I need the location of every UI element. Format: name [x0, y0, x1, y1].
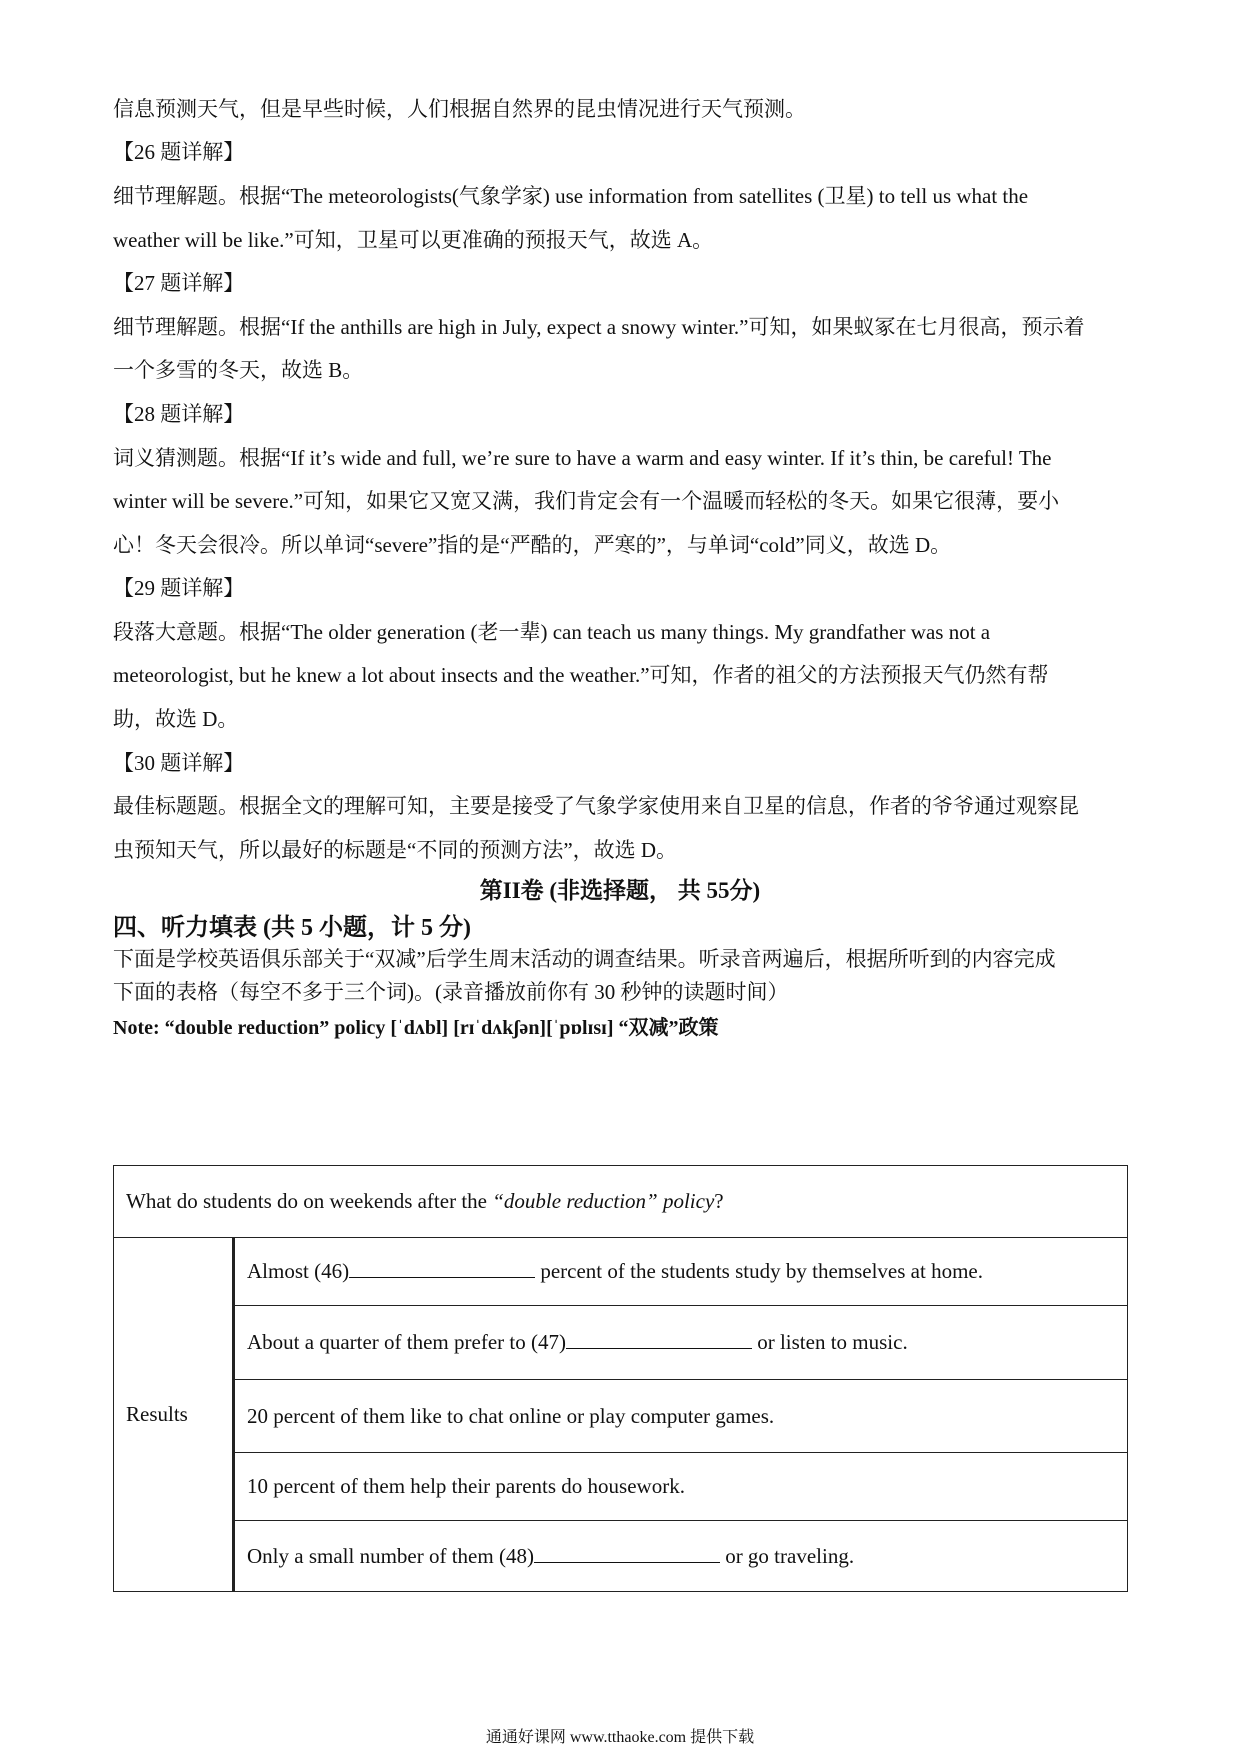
table-question-cell: [114, 1166, 1128, 1238]
table-row: [114, 1306, 1128, 1380]
result-cell: [234, 1453, 1128, 1521]
question-28-heading: 【28 题详解】: [113, 402, 245, 426]
question-29-heading: 【29 题详解】: [113, 576, 245, 600]
result-text: or listen to music.: [751, 1330, 908, 1354]
result-text: Almost (46): [247, 1259, 350, 1283]
table-row: [114, 1453, 1128, 1521]
table-row: [114, 1521, 1128, 1592]
paragraph-line: 最佳标题题。根据全文的理解可知，主要是接受了气象学家使用来自卫星的信息，作者的爷爷通过观察昆: [113, 794, 1079, 818]
answer-blank-47[interactable]: [566, 1330, 752, 1349]
question-26-heading: 【26 题详解】: [113, 140, 245, 164]
result-cell: [234, 1306, 1128, 1380]
question-suffix: ?: [714, 1189, 724, 1213]
result-cell: [234, 1380, 1128, 1453]
table-row: [114, 1238, 1128, 1306]
note-line: Note: “double reduction” policy [ˈdʌbl] [rɪˈdʌkʃən][ˈpɒlɪsɪ] “双减”政策: [113, 1017, 719, 1039]
result-text: 20 percent of them like to chat online or play computer games.: [247, 1403, 775, 1428]
table-question-row: [114, 1166, 1128, 1238]
results-label: Results: [114, 1238, 234, 1592]
instruction-line: 下面是学校英语俱乐部关于“双减”后学生周末活动的调查结果。听录音两遍后，根据所听到的内容完成: [113, 947, 1056, 971]
paragraph-line: 细节理解题。根据“The meteorologists(气象学家) use information from satellites (卫星) to tell us what the: [113, 184, 1029, 208]
footer-source: 通通好课网 www.tthaoke.com 提供下载: [485, 1729, 755, 1746]
result-text: or go traveling.: [719, 1543, 855, 1568]
result-text: Only a small number of them (48): [247, 1543, 534, 1568]
question-italic: “double reduction” policy: [492, 1189, 715, 1213]
paragraph-line: 段落大意题。根据“The older generation (老一辈) can teach us many things. My grandfather was not a: [113, 620, 991, 644]
paragraph-line: 一个多雪的冬天，故选 B。: [113, 358, 364, 382]
result-text: percent of the students study by themselves at home.: [535, 1259, 983, 1283]
paragraph-line: winter will be severe.”可知，如果它又宽又满，我们肯定会有一个温暖而轻松的冬天。如果它很薄，要小: [113, 489, 1060, 513]
paragraph-line: 信息预测天气，但是早些时候，人们根据自然界的昆虫情况进行天气预测。: [113, 97, 806, 121]
result-cell: [234, 1238, 1128, 1306]
result-cell: [234, 1521, 1128, 1592]
result-text: 10 percent of them help their parents do housework.: [247, 1474, 685, 1498]
question-27-heading: 【27 题详解】: [113, 271, 245, 295]
paragraph-line: 心！冬天会很冷。所以单词“severe”指的是“严酷的，严寒的”，与单词“cold”同义，故选 D。: [113, 533, 952, 557]
paragraph-line: meteorologist, but he knew a lot about insects and the weather.”可知，作者的祖父的方法预报天气仍然有帮: [113, 663, 1049, 687]
answer-blank-46[interactable]: [349, 1259, 535, 1278]
paragraph-line: weather will be like.”可知，卫星可以更准确的预报天气，故选 A。: [113, 228, 714, 252]
question-prefix: What do students do on weekends after the: [126, 1189, 493, 1213]
answer-blank-48[interactable]: [534, 1544, 720, 1563]
paragraph-line: 细节理解题。根据“If the anthills are high in July, expect a snowy winter.”可知，如果蚁冢在七月很高，预示着: [113, 315, 1085, 339]
paragraph-line: 词义猜测题。根据“If it’s wide and full, we’re sure to have a warm and easy winter. If it’s thin, be careful! The: [113, 446, 1052, 470]
question-30-heading: 【30 题详解】: [113, 751, 245, 775]
result-text: About a quarter of them prefer to (47): [247, 1330, 566, 1354]
table-row: [114, 1380, 1128, 1453]
section-title: 第II卷 (非选择题， 共 55分): [479, 878, 761, 903]
paragraph-line: 助，故选 D。: [113, 707, 239, 731]
instruction-line: 下面的表格（每空不多于三个词)。(录音播放前你有 30 秒钟的读题时间）: [113, 980, 789, 1004]
section-heading: 四、听力填表 (共 5 小题，计 5 分): [113, 915, 471, 941]
listening-table: [113, 1165, 1128, 1592]
paragraph-line: 虫预知天气，所以最好的标题是“不同的预测方法”，故选 D。: [113, 838, 678, 862]
